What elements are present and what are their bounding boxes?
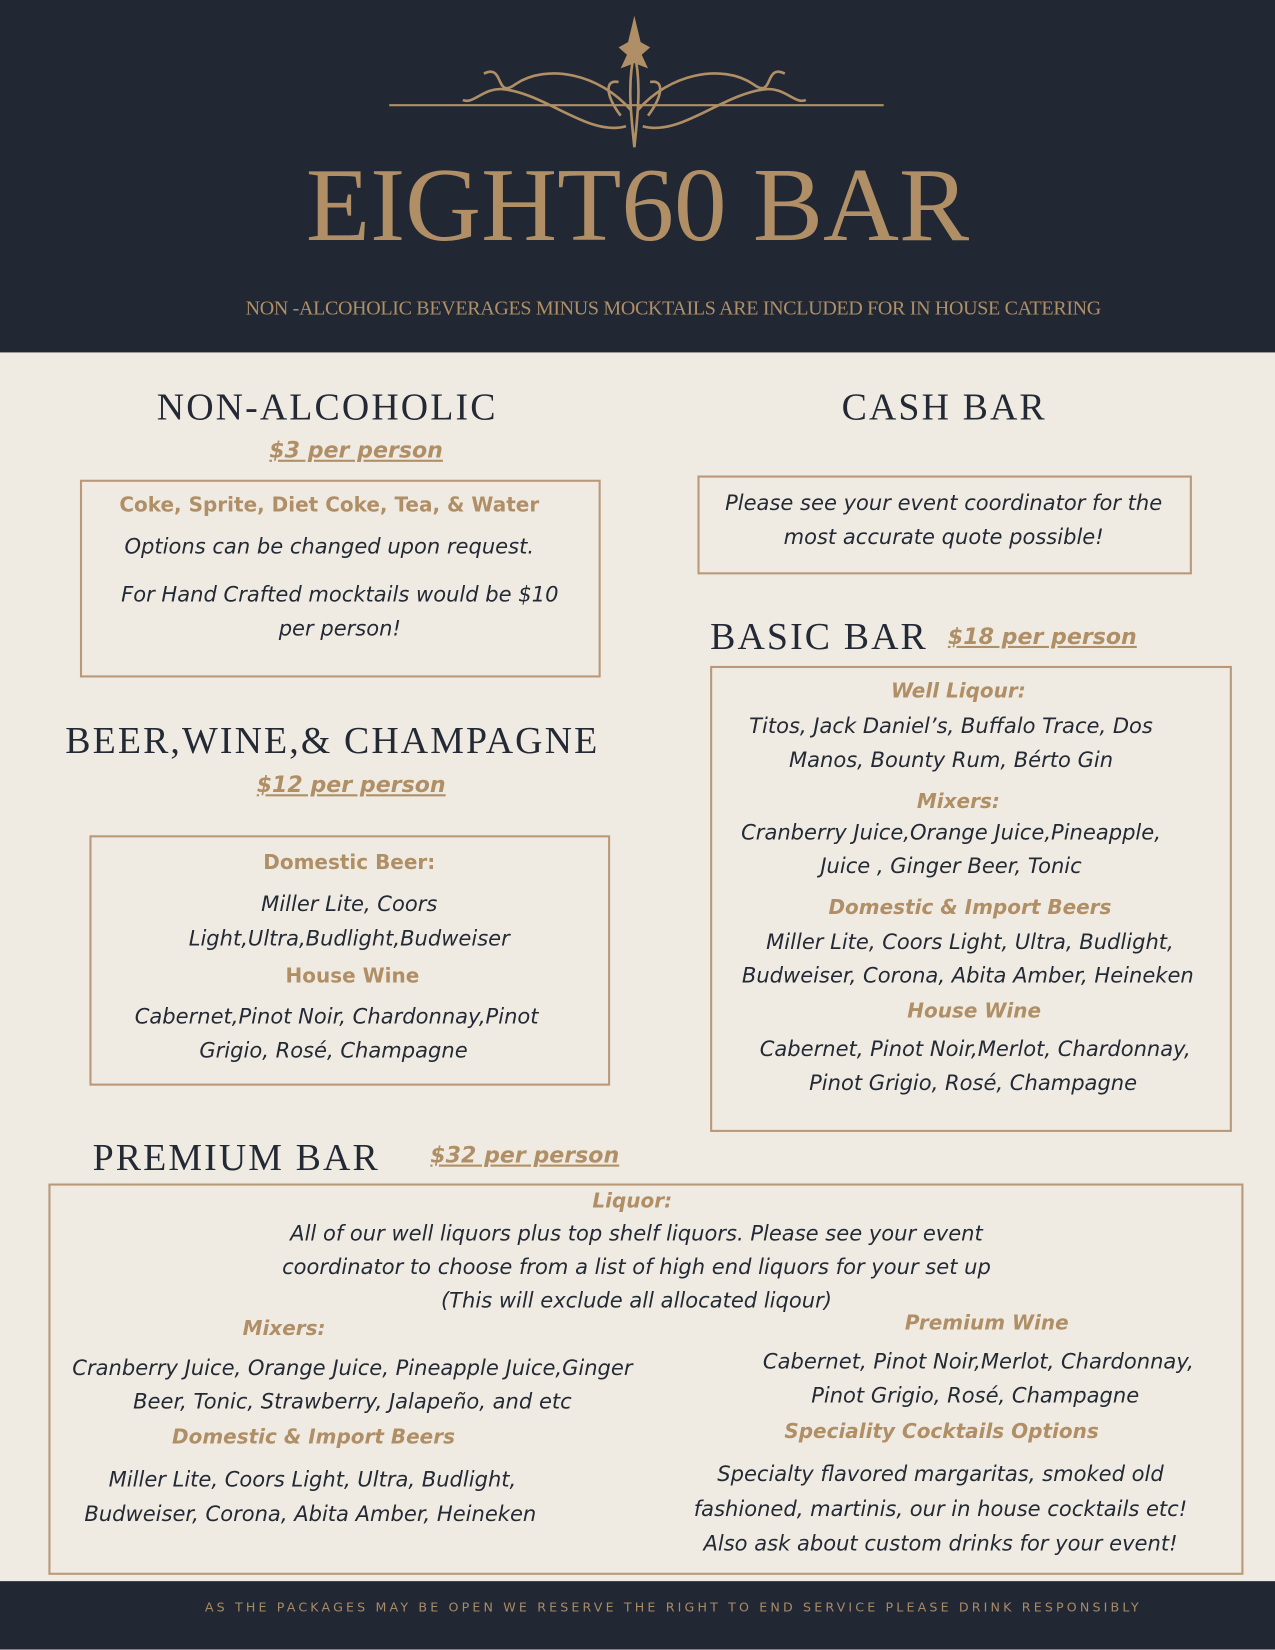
non-alcoholic-heading: NON-ALCOHOLIC [156,386,498,429]
footer-disclaimer: AS THE PACKAGES MAY BE OPEN WE RESERVE THE RIGHT TO END SERVICE PLEASE DRINK RESPONSIBLY [204,1600,1142,1615]
text-line: Budweiser, Corona, Abita Amber, Heineken [741,962,1194,988]
ornament-icon [379,11,894,158]
subheading: Mixers: [916,790,1000,814]
text-line: Options can be changed upon request. [124,533,535,559]
non-alcoholic-price: $3 per person [269,437,443,463]
text-line: Cabernet, Pinot Noir,Merlot, Chardonnay, [759,1036,1191,1062]
text-line: fashioned, martinis, our in house cocktails etc! [693,1495,1188,1522]
text-line: Also ask about custom drinks for your event! [703,1530,1178,1556]
bar-title: EIGHT60 BAR [305,146,970,263]
text-line: coordinator to choose from a list of high end liquors for your set up [282,1253,991,1280]
text-line: Grigio, Rosé, Champagne [199,1037,468,1063]
text-line: Specialty flavored margaritas, smoked old [717,1461,1164,1487]
header-subtitle: NON -ALCOHOLIC BEVERAGES MINUS MOCKTAILS ARE INCLUDED FOR IN HOUSE CATERING [245,297,1101,320]
text-line: Manos, Bounty Rum, Bérto Gin [788,746,1114,773]
text-line: All of our well liquors plus top shelf liquors. Please see your event [290,1220,983,1246]
subheading: Well Liqour: [891,679,1026,703]
basic-bar-price: $18 per person [947,623,1137,650]
text-line: Please see your event coordinator for the [725,490,1163,516]
non-alcoholic-items: Coke, Sprite, Diet Coke, Tea, & Water [119,493,540,517]
header-band [0,0,1275,352]
text-line: most accurate quote possible! [783,523,1104,550]
text-line: Juice , Ginger Beer, Tonic [820,853,1082,879]
footer-band [0,1581,1275,1649]
text-line: Pinot Grigio, Rosé, Champagne [811,1382,1140,1408]
text-line: (This will exclude all allocated liqour) [440,1287,832,1313]
text-line: Cabernet,Pinot Noir, Chardonnay,Pinot [134,1003,539,1029]
subheading: Liquor: [592,1189,673,1213]
subheading: Domestic & Import Beers [172,1425,455,1449]
text-line: Miller Lite, Coors [261,891,438,917]
subheading: Domestic Beer: [263,851,436,875]
text-line: Cabernet, Pinot Noir,Merlot, Chardonnay, [762,1348,1194,1374]
text-line: Light,Ultra,Budlight,Budweiser [188,925,510,952]
subheading: Domestic & Import Beers [828,896,1112,920]
text-line: Beer, Tonic, Strawberry, Jalapeño, and etc [133,1388,572,1414]
subheading: Premium Wine [904,1311,1069,1335]
subheading: Mixers: [242,1317,326,1341]
text-line: Budweiser, Corona, Abita Amber, Heineken [84,1501,537,1527]
text-line: Pinot Grigio, Rosé, Champagne [809,1069,1138,1096]
text-line: Cranberry Juice, Orange Juice, Pineapple Juice,Ginger [72,1354,633,1381]
text-line: For Hand Crafted mocktails would be $10 [121,581,559,608]
subheading: House Wine [907,999,1042,1023]
text-line: per person! [278,615,401,641]
premium-bar-heading: PREMIUM BAR [92,1136,380,1179]
text-line: Miller Lite, Coors Light, Ultra, Budlight, [766,928,1174,955]
beer-wine-heading: BEER,WINE,& CHAMPAGNE [65,719,600,762]
beer-wine-price: $12 per person [256,772,446,798]
subheading: Speciality Cocktails Options [784,1420,1099,1444]
text-line: Miller Lite, Coors Light, Ultra, Budlight, [108,1466,517,1492]
premium-bar-price: $32 per person [430,1142,620,1168]
text-line: Titos, Jack Daniel’s, Buffalo Trace, Dos [749,713,1153,739]
text-line: Cranberry Juice,Orange Juice,Pineapple, [741,819,1161,845]
basic-bar-heading: BASIC BAR [710,615,928,658]
cash-bar-heading: CASH BAR [841,386,1047,429]
subheading: House Wine [285,964,420,988]
